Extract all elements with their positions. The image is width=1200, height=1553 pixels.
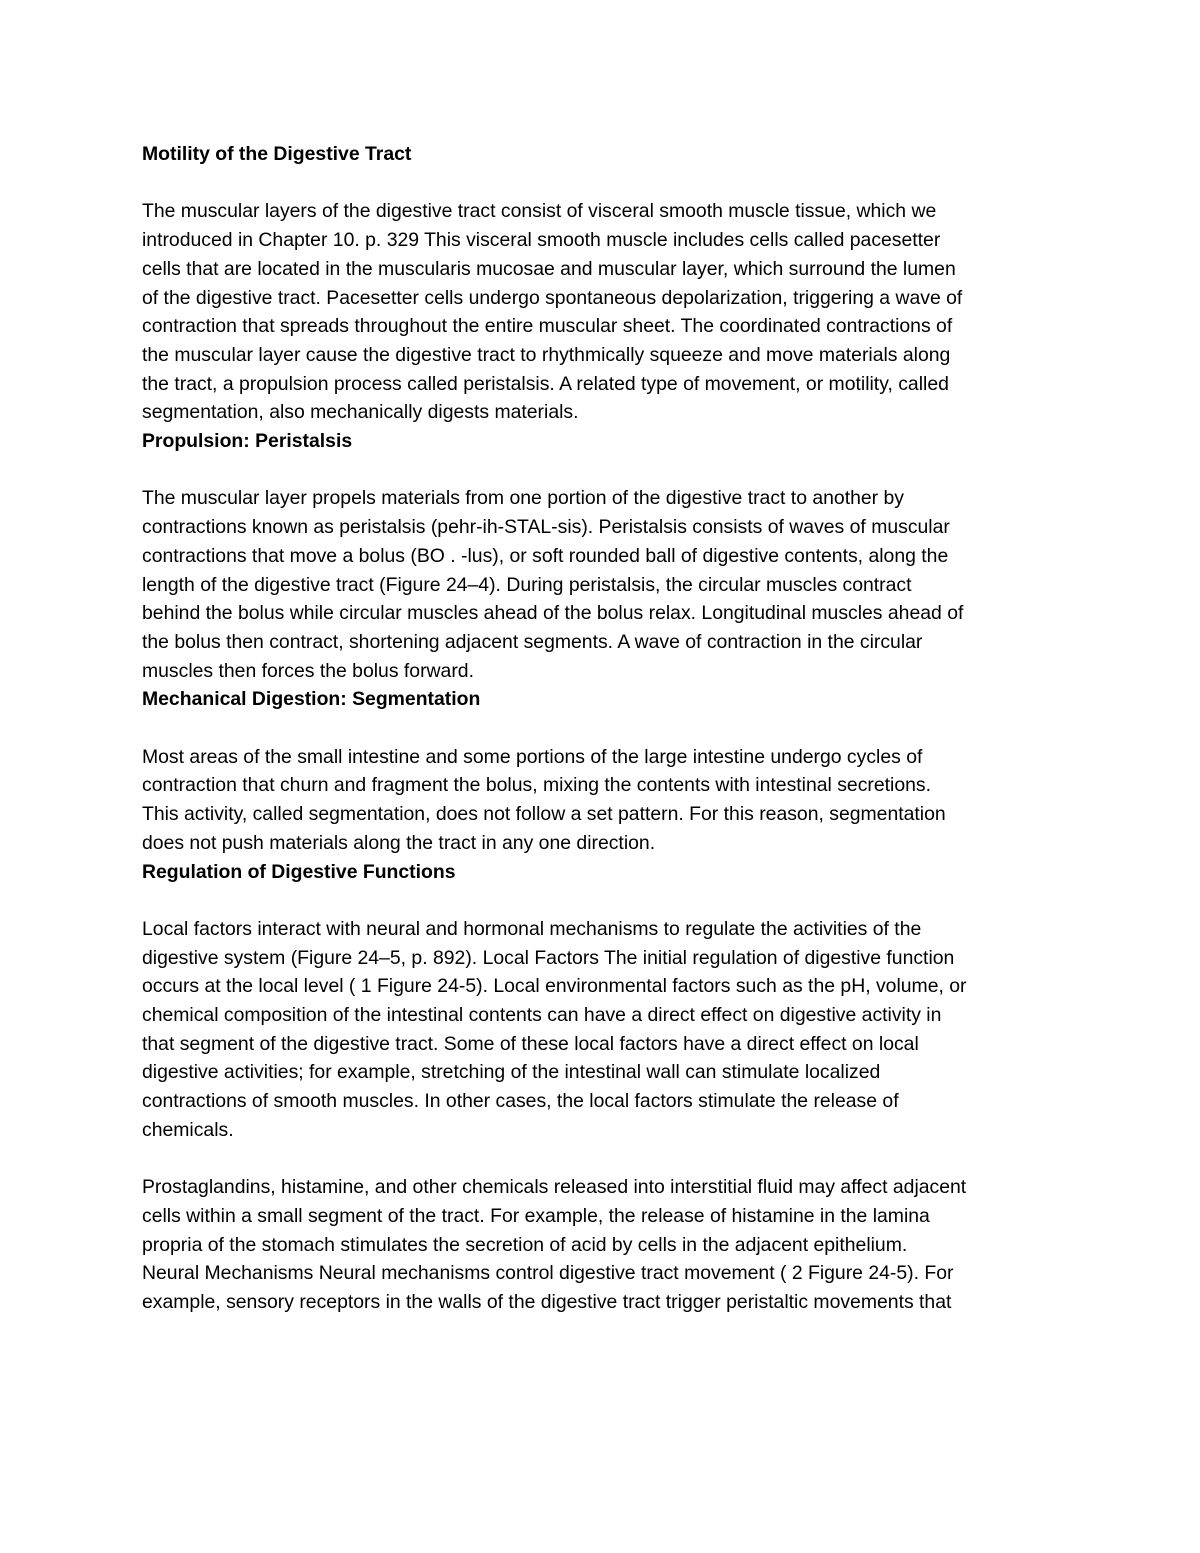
text-line: muscles then forces the bolus forward.: [142, 659, 474, 682]
text-line: Neural Mechanisms Neural mechanisms control digestive tract movement ( 2 Figure 24-5). For: [142, 1262, 954, 1285]
section-regulation: [142, 858, 1072, 1317]
paragraph: [142, 1173, 1072, 1317]
text-line: Prostaglandins, histamine, and other chemicals released into interstitial fluid may affect adjacent: [142, 1176, 967, 1199]
text-line: the bolus then contract, shortening adjacent segments. A wave of contraction in the circular: [142, 630, 923, 653]
text-line: behind the bolus while circular muscles ahead of the bolus relax. Longitudinal muscles ahead of: [142, 602, 964, 625]
text-line: that segment of the digestive tract. Some of these local factors have a direct effect on local: [142, 1032, 919, 1055]
paragraph: [142, 197, 1072, 427]
text-line: occurs at the local level ( 1 Figure 24-5). Local environmental factors such as the pH, volume, or: [142, 975, 967, 998]
text-line: contractions known as peristalsis (pehr-ih-STAL-sis). Peristalsis consists of waves of muscular: [142, 516, 950, 539]
document-page: [142, 140, 1072, 1317]
text-line: The muscular layer propels materials from one portion of the digestive tract to another by: [142, 487, 904, 510]
text-line: contraction that spreads throughout the entire muscular sheet. The coordinated contractions of: [142, 315, 953, 338]
section-heading: Regulation of Digestive Functions: [142, 860, 456, 883]
text-line: cells that are located in the muscularis mucosae and muscular layer, which surround the lumen: [142, 257, 956, 280]
section-segmentation: [142, 685, 1072, 857]
text-line: introduced in Chapter 10. p. 329 This visceral smooth muscle includes cells called pacesetter: [142, 229, 941, 252]
paragraph: [142, 484, 1072, 685]
text-line: the muscular layer cause the digestive tract to rhythmically squeeze and move materials along: [142, 343, 951, 366]
section-motility: [142, 140, 1072, 427]
text-line: cells within a small segment of the tract. For example, the release of histamine in the lamina: [142, 1204, 930, 1227]
text-line: contraction that churn and fragment the bolus, mixing the contents with intestinal secretions.: [142, 774, 931, 797]
text-line: Local factors interact with neural and hormonal mechanisms to regulate the activities of the: [142, 917, 922, 940]
text-line: does not push materials along the tract in any one direction.: [142, 831, 656, 854]
text-line: This activity, called segmentation, does not follow a set pattern. For this reason, segmentation: [142, 803, 946, 826]
text-line: contractions of smooth muscles. In other cases, the local factors stimulate the release of: [142, 1090, 899, 1113]
text-line: The muscular layers of the digestive tract consist of visceral smooth muscle tissue, which we: [142, 200, 937, 223]
text-line: Most areas of the small intestine and some portions of the large intestine undergo cycles of: [142, 745, 923, 768]
text-line: chemicals.: [142, 1118, 234, 1141]
text-line: of the digestive tract. Pacesetter cells undergo spontaneous depolarization, triggering a wave of: [142, 286, 963, 309]
text-line: contractions that move a bolus (BO . -lus), or soft rounded ball of digestive contents, along the: [142, 544, 949, 567]
text-line: the tract, a propulsion process called peristalsis. A related type of movement, or motility, called: [142, 372, 949, 395]
section-heading: Motility of the Digestive Tract: [142, 143, 412, 165]
text-line: chemical composition of the intestinal contents can have a direct effect on digestive activity in: [142, 1004, 942, 1027]
text-line: segmentation, also mechanically digests materials.: [142, 401, 579, 424]
section-peristalsis: [142, 427, 1072, 685]
text-line: length of the digestive tract (Figure 24–4). During peristalsis, the circular muscles contract: [142, 573, 912, 596]
paragraph: [142, 915, 1072, 1145]
text-line: example, sensory receptors in the walls of the digestive tract trigger peristaltic movements that: [142, 1291, 952, 1314]
section-heading: Propulsion: Peristalsis: [142, 430, 353, 453]
paragraph: [142, 743, 1072, 858]
text-line: propria of the stomach stimulates the secretion of acid by cells in the adjacent epithelium.: [142, 1233, 908, 1256]
text-line: digestive activities; for example, stretching of the intestinal wall can stimulate localized: [142, 1061, 881, 1084]
section-heading: Mechanical Digestion: Segmentation: [142, 688, 481, 711]
text-line: digestive system (Figure 24–5, p. 892). Local Factors The initial regulation of digestive function: [142, 946, 955, 969]
